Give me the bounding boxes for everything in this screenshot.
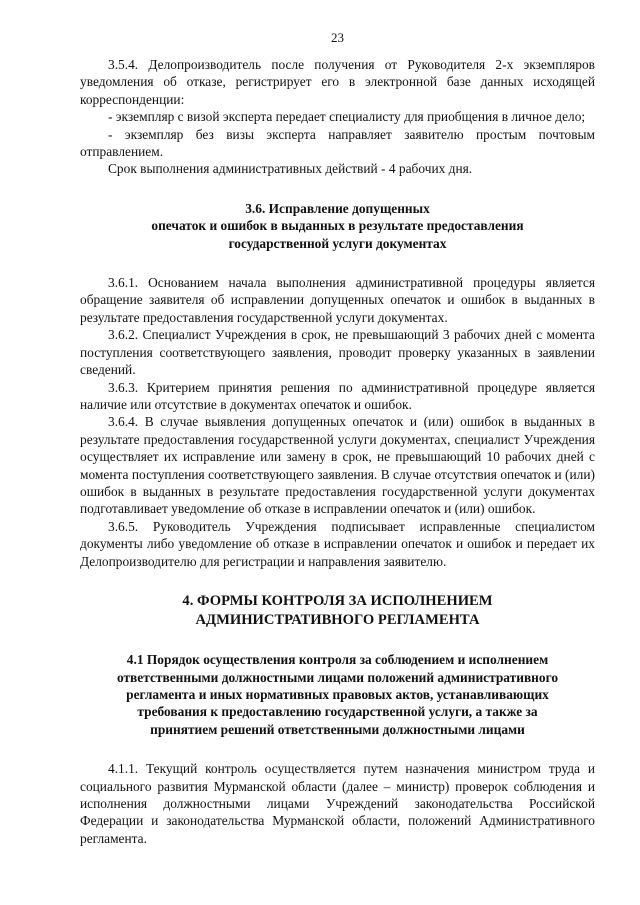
section-3-5-4 [80, 56, 595, 178]
section-3-6-heading-line1: 3.6. Исправление допущенных [245, 200, 430, 216]
paragraph-3-6-3: 3.6.3. Критерием принятия решения по административной процедуре является наличие или отсутствие в документах опечаток и ошибок. [80, 379, 595, 412]
paragraph-3-6-4: 3.6.4. В случае выявления допущенных опечаток и (или) ошибок в выданных в результате предоставления государственной услуги документах, специалист Учреждения осуществляет их исправление или замену в срок, не превышающий 10 рабочих дней с момента поступления соответствующего заявления. В случае отсутствия опечаток и (или) ошибок в выданных в результате предоставления государственной услуги документах подготавливает уведомление об отказе в исправлении опечаток и (или) ошибок. [80, 414, 595, 517]
section-3-6-heading-line2: опечаток и ошибок в выданных в результате предоставления [151, 218, 524, 234]
list-item-with-visa: - экземпляр с визой эксперта передает специалисту для приобщения в личное дело; [108, 109, 586, 125]
paragraph-4-1-1: 4.1.1. Текущий контроль осуществляется путем назначения министром труда и социального развития Мурманской области (далее – министр) проверок соблюдения и исполнения должностными лицами Учреждений законодательства Российской Федерации и законодательства Мурманской области, положений Административного регламента. [80, 761, 595, 846]
subsection-4-1-heading-line3: регламента и иных нормативных правовых актов, устанавливающих [126, 686, 549, 702]
section-3-6 [80, 200, 595, 570]
subsection-4-1-heading-line1: 4.1 Порядок осуществления контроля за соблюдением и исполнением [126, 652, 549, 668]
deadline-paragraph: Срок выполнения административных действий - 4 рабочих дня. [108, 161, 473, 177]
list-item-without-visa: - экземпляр без визы эксперта направляет заявителю простым почтовым отправлением. [80, 126, 595, 160]
section-4-heading-line1: 4. ФОРМЫ КОНТРОЛЯ ЗА ИСПОЛНЕНИЕМ [182, 592, 493, 609]
paragraph-3-6-2: 3.6.2. Специалист Учреждения в срок, не превышающий 3 рабочих дней с момента поступления соответствующего заявления, проводит проверку указанных в заявлении сведений. [80, 327, 595, 378]
paragraph-3-6-1: 3.6.1. Основанием начала выполнения административной процедуры является обращение заявителя об исправлении допущенных опечаток и ошибок в выданных в результате предоставления государственной услуги документах. [80, 275, 595, 325]
paragraph-3-6-5: 3.6.5. Руководитель Учреждения подписывает исправленные специалистом документы либо уведомление об отказе в исправлении опечаток и ошибок и передает их Делопроизводителю для регистрации и направления заявителю. [80, 518, 595, 569]
section-3-6-heading-line3: государственной услуги документах [228, 235, 447, 251]
section-4 [80, 592, 595, 847]
section-4-heading-line2: АДМИНИСТРАТИВНОГО РЕГЛАМЕНТА [195, 611, 480, 628]
subsection-4-1-heading-line2: ответственными должностными лицами положений административного [116, 669, 559, 685]
subsection-4-1-heading-line5: принятием решений ответственными должностными лицами [150, 721, 525, 737]
page-number: 23 [331, 30, 344, 45]
document-page [80, 30, 595, 847]
subsection-4-1-heading-line4: требования к предоставлению государственной услуги, а также за [137, 704, 538, 720]
paragraph-3-5-4: 3.5.4. Делопроизводитель после получения от Руководителя 2-х экземпляров уведомления об отказе, регистрирует его в электронной базе данных исходящей корреспонденции: [80, 57, 595, 107]
